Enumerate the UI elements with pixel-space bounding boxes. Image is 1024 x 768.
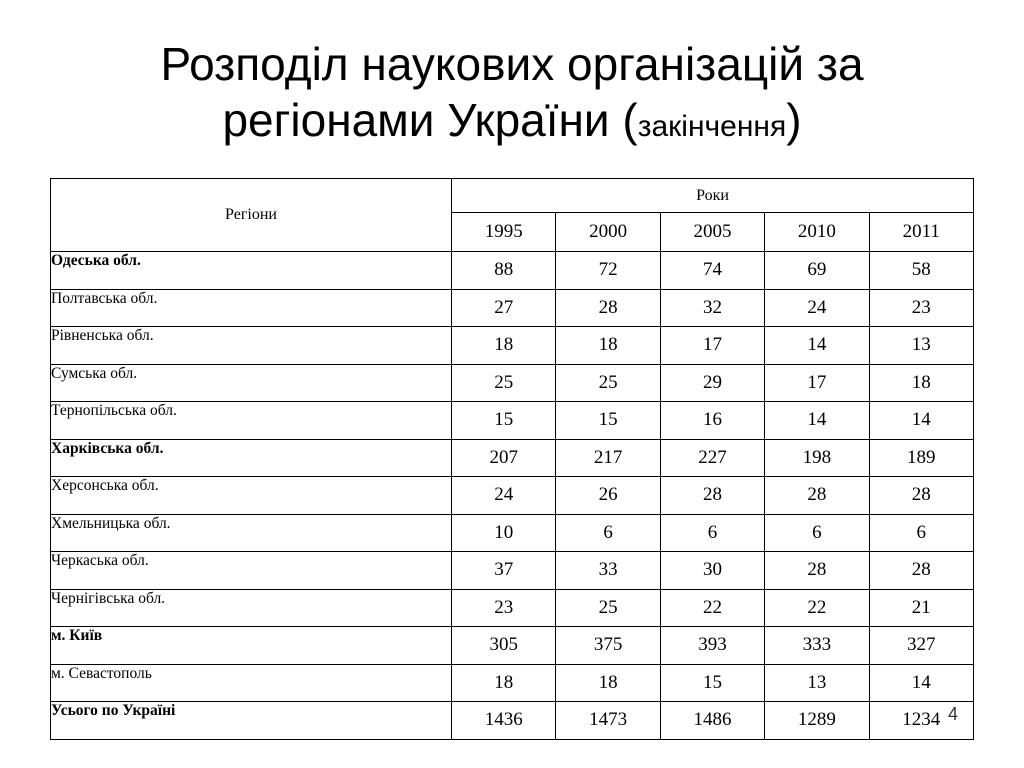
value-cell: 1289 [765, 702, 869, 740]
region-cell: Полтавська обл. [51, 289, 452, 327]
value-cell: 28 [869, 477, 973, 515]
region-cell: Сумська обл. [51, 364, 452, 402]
year-header: 2000 [556, 213, 660, 252]
value-cell: 1486 [660, 702, 764, 740]
value-cell: 333 [765, 627, 869, 665]
value-cell: 14 [869, 664, 973, 702]
value-cell: 17 [660, 327, 764, 365]
table-row [51, 289, 974, 327]
region-cell: м. Київ [51, 627, 452, 665]
value-cell: 17 [765, 364, 869, 402]
table-row [51, 252, 974, 290]
value-cell: 18 [452, 327, 556, 365]
value-cell: 22 [660, 589, 764, 627]
table-row [51, 664, 974, 702]
table-row [51, 589, 974, 627]
table-row [51, 364, 974, 402]
value-cell: 10 [452, 514, 556, 552]
value-cell: 6 [869, 514, 973, 552]
value-cell: 24 [452, 477, 556, 515]
value-cell: 198 [765, 439, 869, 477]
value-cell: 6 [660, 514, 764, 552]
value-cell: 227 [660, 439, 764, 477]
table-row [51, 514, 974, 552]
value-cell: 24 [765, 289, 869, 327]
region-cell: Усього по Україні [51, 702, 452, 740]
title-line-1: Розподіл наукових організацій за [160, 38, 864, 90]
value-cell: 1234 [869, 702, 973, 740]
value-cell: 25 [556, 589, 660, 627]
value-cell: 25 [452, 364, 556, 402]
value-cell: 1436 [452, 702, 556, 740]
value-cell: 26 [556, 477, 660, 515]
region-cell: Херсонська обл. [51, 477, 452, 515]
value-cell: 375 [556, 627, 660, 665]
value-cell: 16 [660, 402, 764, 440]
value-cell: 28 [765, 477, 869, 515]
value-cell: 28 [660, 477, 764, 515]
value-cell: 327 [869, 627, 973, 665]
value-cell: 69 [765, 252, 869, 290]
value-cell: 14 [869, 402, 973, 440]
value-cell: 18 [556, 664, 660, 702]
table-row [51, 552, 974, 590]
table-row [51, 402, 974, 440]
title-line-2-end: ) [786, 94, 802, 146]
value-cell: 30 [660, 552, 764, 590]
value-cell: 6 [765, 514, 869, 552]
value-cell: 58 [869, 252, 973, 290]
region-column-header: Регіони [51, 179, 452, 252]
value-cell: 189 [869, 439, 973, 477]
value-cell: 28 [869, 552, 973, 590]
table-row [51, 627, 974, 665]
region-cell: Хмельницька обл. [51, 514, 452, 552]
year-header: 2010 [765, 213, 869, 252]
value-cell: 15 [452, 402, 556, 440]
region-cell: Черкаська обл. [51, 552, 452, 590]
value-cell: 207 [452, 439, 556, 477]
value-cell: 13 [765, 664, 869, 702]
value-cell: 23 [869, 289, 973, 327]
value-cell: 15 [660, 664, 764, 702]
table-row [51, 702, 974, 740]
value-cell: 217 [556, 439, 660, 477]
value-cell: 23 [452, 589, 556, 627]
title-line-2-small: закінчення [637, 110, 787, 143]
region-cell: Харківська обл. [51, 439, 452, 477]
year-header: 2005 [660, 213, 764, 252]
title-line-2: регіонами України ( [222, 94, 638, 146]
region-cell: м. Севастополь [51, 664, 452, 702]
value-cell: 72 [556, 252, 660, 290]
value-cell: 29 [660, 364, 764, 402]
slide-title [0, 36, 1024, 155]
value-cell: 27 [452, 289, 556, 327]
value-cell: 14 [765, 402, 869, 440]
value-cell: 25 [556, 364, 660, 402]
value-cell: 33 [556, 552, 660, 590]
value-cell: 15 [556, 402, 660, 440]
value-cell: 14 [765, 327, 869, 365]
year-header: 1995 [452, 213, 556, 252]
value-cell: 305 [452, 627, 556, 665]
table-row [51, 439, 974, 477]
region-cell: Чернігівська обл. [51, 589, 452, 627]
region-cell: Одеська обл. [51, 252, 452, 290]
value-cell: 32 [660, 289, 764, 327]
value-cell: 393 [660, 627, 764, 665]
value-cell: 1473 [556, 702, 660, 740]
value-cell: 74 [660, 252, 764, 290]
years-group-header: Роки [452, 179, 974, 213]
value-cell: 6 [556, 514, 660, 552]
value-cell: 37 [452, 552, 556, 590]
value-cell: 18 [452, 664, 556, 702]
region-cell: Рівненська обл. [51, 327, 452, 365]
value-cell: 22 [765, 589, 869, 627]
table-row [51, 477, 974, 515]
value-cell: 28 [556, 289, 660, 327]
table-body [51, 252, 974, 740]
value-cell: 28 [765, 552, 869, 590]
region-cell: Тернопільська обл. [51, 402, 452, 440]
regions-table [50, 178, 974, 740]
value-cell: 21 [869, 589, 973, 627]
value-cell: 88 [452, 252, 556, 290]
value-cell: 18 [869, 364, 973, 402]
value-cell: 18 [556, 327, 660, 365]
page-number: 4 [948, 704, 959, 724]
year-header: 2011 [869, 213, 973, 252]
value-cell: 13 [869, 327, 973, 365]
table-row [51, 327, 974, 365]
header-row-top [51, 179, 974, 213]
